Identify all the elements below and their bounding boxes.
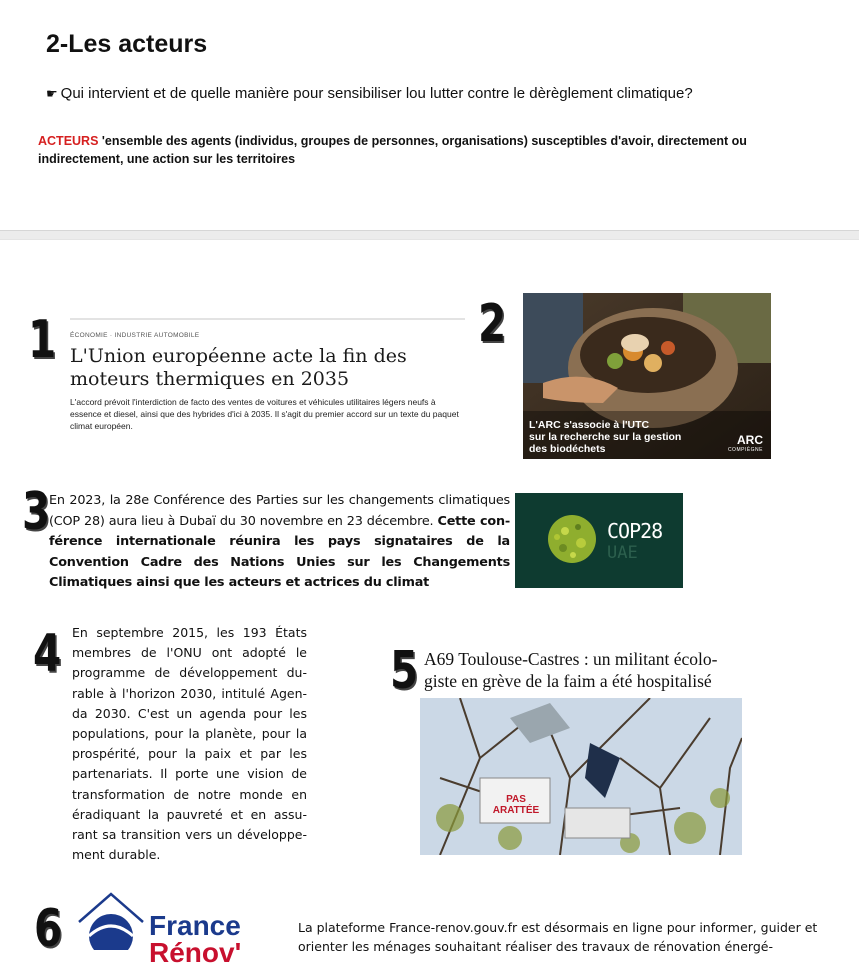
page-separator — [0, 230, 859, 240]
article-kicker: ÉCONOMIE · INDUSTRIE AUTOMOBILE — [70, 332, 200, 339]
photo-caption: L'ARC s'associe à l'UTC sur la recherche sur la gestion des biodéchets — [529, 419, 682, 455]
section-title: 2-Les acteurs — [46, 30, 208, 58]
uae-wordmark: UAE — [607, 543, 638, 563]
article-rule — [70, 318, 465, 320]
item-number-1: 1 — [28, 310, 55, 370]
article-eu-engines — [70, 318, 465, 432]
definition-text: 'ensemble des agents (individus, groupes de personnes, organisations) susceptibles d'avoir, directement ou indirectement, une action sur les territoires — [38, 134, 747, 166]
tree-protest-image — [420, 698, 742, 855]
item-number-3: 3 — [22, 482, 49, 542]
protest-sign: PAS ARATTÉE — [492, 794, 540, 816]
a69-headline: A69 Toulouse-Castres : un militant écolo-giste en grève de la faim a été hospitalisé — [424, 649, 718, 691]
article-body: L'accord prévoit l'interdiction de facto des ventes de voitures et véhicules utilitaires légers neufs à essence et diesel, ainsi que des hybrides d'ici à 2035. Il s'agit du premier accord sur un texte du paquet climat européen. — [70, 397, 459, 431]
france-wordmark: France — [149, 910, 241, 941]
agenda-2030-text: En septembre 2015, les 193 États membres de l'ONU ont adopté le programme de développement du-rable à l'horizon 2030, intitulé Agen-da 2030. C'est un agenda pour les populations, pour la planète, pour la prospérité, pour la paix et par les partenariats. Il porte une vision de transformation de notre monde en éradiquant la pauvreté et en assu-rant sa transition vers un développe-ment durable. — [72, 625, 307, 863]
protest-photo — [420, 698, 742, 855]
renov-wordmark: Rénov' — [149, 937, 242, 968]
france-renov-logo — [75, 890, 275, 968]
guiding-question: ☛ Qui intervient et de quelle manière pour sensibiliser lou lutter contre le dèrèglement climatique? — [46, 85, 693, 102]
house-icon — [75, 890, 149, 950]
arc-logo: ARC COMPIÈGNE — [727, 433, 763, 453]
definition-keyword: ACTEURS — [38, 134, 99, 148]
item-number-5: 5 — [390, 641, 417, 701]
france-renov-text: La plateforme France-renov.gouv.fr est désormais en ligne pour informer, guider et orienter les ménages souhaitant réaliser des travaux de rénovation énergé- — [298, 920, 818, 954]
cop28-text: En 2023, la 28e Conférence des Parties sur les changements climatiques (COP 28) aura lieu à Dubaï du 30 novembre en 23 décembre. Cette con-férence internationale réunira les pays signataires de la Convention Cadre des Nations Unies sur les Changements Climatiques ainsi que les acteurs et actrices du climat — [49, 493, 510, 590]
cop-wordmark: COP28 — [607, 519, 663, 543]
article-headline: L'Union européenne acte la fin des moteurs thermiques en 2035 — [70, 345, 407, 390]
item-number-6: 6 — [34, 899, 61, 959]
item-number-4: 4 — [33, 624, 60, 684]
compost-photo — [523, 293, 771, 459]
pointing-hand-icon: ☛ — [46, 86, 58, 101]
definition — [38, 132, 833, 168]
cop28-logo — [515, 493, 683, 588]
item-number-2: 2 — [478, 294, 505, 354]
